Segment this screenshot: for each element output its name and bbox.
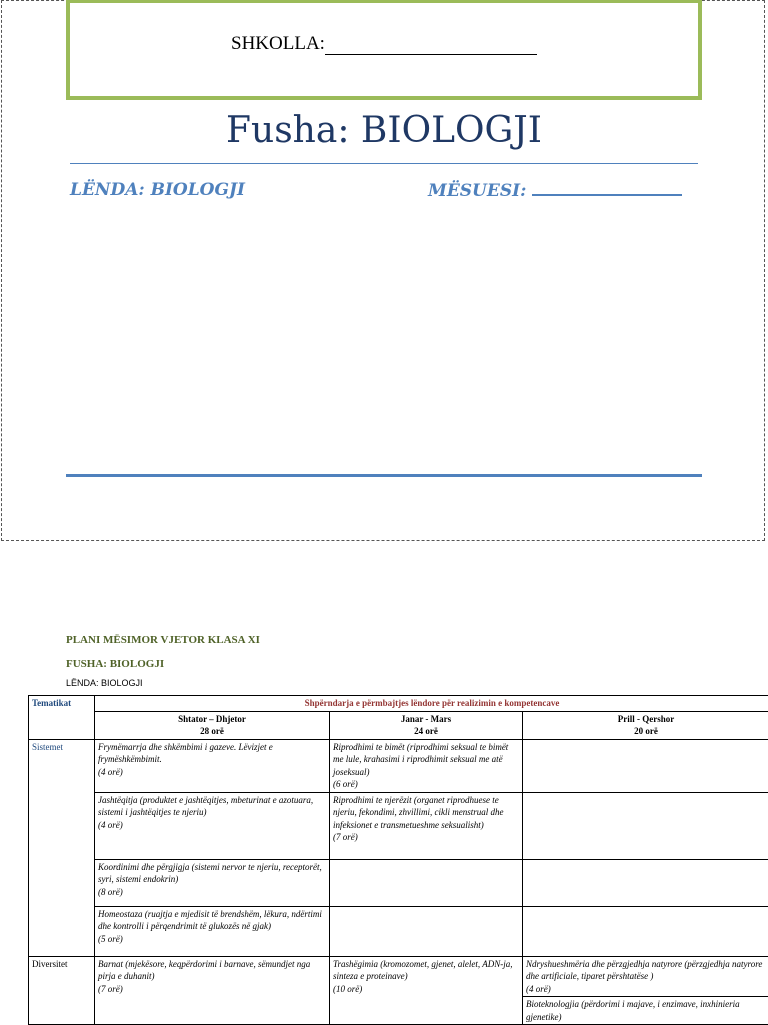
- header-distribution: Shpërndarja e përmbajtjes lëndore për realizimin e kompetencave: [95, 696, 768, 712]
- table-cell: [330, 739, 523, 792]
- cell-hours: (4 orë): [526, 983, 766, 996]
- school-label: SHKOLLA:: [231, 33, 325, 54]
- plan-table: [28, 695, 768, 1025]
- period-name: Janar - Mars: [333, 713, 519, 726]
- cover-bottom-rule: [66, 474, 702, 477]
- table-cell: [95, 792, 330, 859]
- period-header: [330, 711, 523, 739]
- theme-sistemet: Sistemet: [29, 739, 95, 956]
- cover-lenda: LËNDA: BIOLOGJI: [70, 180, 245, 200]
- table-cell: [523, 859, 768, 906]
- header-tematikat: Tematikat: [29, 696, 95, 740]
- table-cell: [95, 906, 330, 956]
- cell-hours: (4 orë): [98, 766, 326, 779]
- period-header: [523, 711, 768, 739]
- period-name: Prill - Qershor: [526, 713, 766, 726]
- plan-lenda: LËNDA: BIOLOGJI: [66, 678, 143, 688]
- cover-mesuesi: [428, 180, 682, 201]
- period-header: [95, 711, 330, 739]
- plan-title: PLANI MËSIMOR VJETOR KLASA XI: [66, 634, 260, 646]
- table-cell: [523, 792, 768, 859]
- cell-hours: (10 orë): [333, 983, 519, 996]
- table-cell: [95, 859, 330, 906]
- mesuesi-label: MËSUESI:: [428, 181, 526, 201]
- table-cell: [330, 956, 523, 1025]
- period-hours: 20 orë: [526, 725, 766, 738]
- cell-text: Ndryshueshmëria dhe përzgjedhja natyrore (përzgjedhja natyrore dhe artificiale, tiparet përshtatëse ): [526, 958, 766, 983]
- table-cell: [330, 906, 523, 956]
- period-hours: 28 orë: [98, 725, 326, 738]
- theme-diversitet: Diversitet: [29, 956, 95, 1025]
- cell-text: Riprodhimi te bimët (riprodhimi seksual te bimët me lule, krahasimi i riprodhimit seksual me atë joseksual): [333, 741, 519, 779]
- cell-text: Jashtëqitja (produktet e jashtëqitjes, mbeturinat e azotuara, sistemi i jashtëqitjes te njeriu): [98, 794, 326, 819]
- period-hours: 24 orë: [333, 725, 519, 738]
- table-cell: [330, 792, 523, 859]
- table-cell: [523, 997, 768, 1025]
- table-cell: [523, 739, 768, 792]
- cell-text: Koordinimi dhe përgjigja (sistemi nervor te njeriu, receptorët, syri, sistemi endokrin): [98, 861, 326, 886]
- cell-text: Frymëmarrja dhe shkëmbimi i gazeve. Lëvizjet e frymëshkëmbimit.: [98, 741, 326, 766]
- table-cell: [523, 956, 768, 997]
- cell-text: Bioteknologjia (përdorimi i majave, i enzimave, inxhinieria gjenetike): [526, 998, 766, 1023]
- table-cell: [523, 906, 768, 956]
- title-rule: [70, 163, 698, 164]
- cell-text: Homeostaza (ruajtja e mjedisit të brendshëm, lëkura, ndërtimi dhe kontrolli i përqendrimit të glukozës në gjak): [98, 908, 326, 933]
- cell-hours: (7 orë): [98, 983, 326, 996]
- cell-text: Trashëgimia (kromozomet, gjenet, alelet, ADN-ja, sinteza e proteinave): [333, 958, 519, 983]
- table-cell: [95, 739, 330, 792]
- cell-hours: (5 orë): [98, 933, 326, 946]
- table-cell: [95, 956, 330, 1025]
- period-name: Shtator – Dhjetor: [98, 713, 326, 726]
- cell-text: Barnat (mjekësore, keqpërdorimi i barnave, sëmundjet nga pirja e duhanit): [98, 958, 326, 983]
- cell-hours: (4 orë): [98, 819, 326, 832]
- plan-fusha: FUSHA: BIOLOGJI: [66, 658, 164, 670]
- school-box: [66, 0, 702, 100]
- cell-hours: (7 orë): [333, 831, 519, 844]
- table-cell: [330, 859, 523, 906]
- mesuesi-blank: [532, 180, 682, 196]
- cell-text: Riprodhimi te njerëzit (organet riprodhuese te njeriu, fekondimi, zhvillimi, cikli menstrual dhe infeksionet e transmetueshme seksualisht): [333, 794, 519, 832]
- school-blank: [325, 36, 537, 55]
- cover-title: Fusha: BIOLOGJI: [0, 110, 768, 151]
- cell-hours: (6 orë): [333, 778, 519, 791]
- cell-hours: (8 orë): [98, 886, 326, 899]
